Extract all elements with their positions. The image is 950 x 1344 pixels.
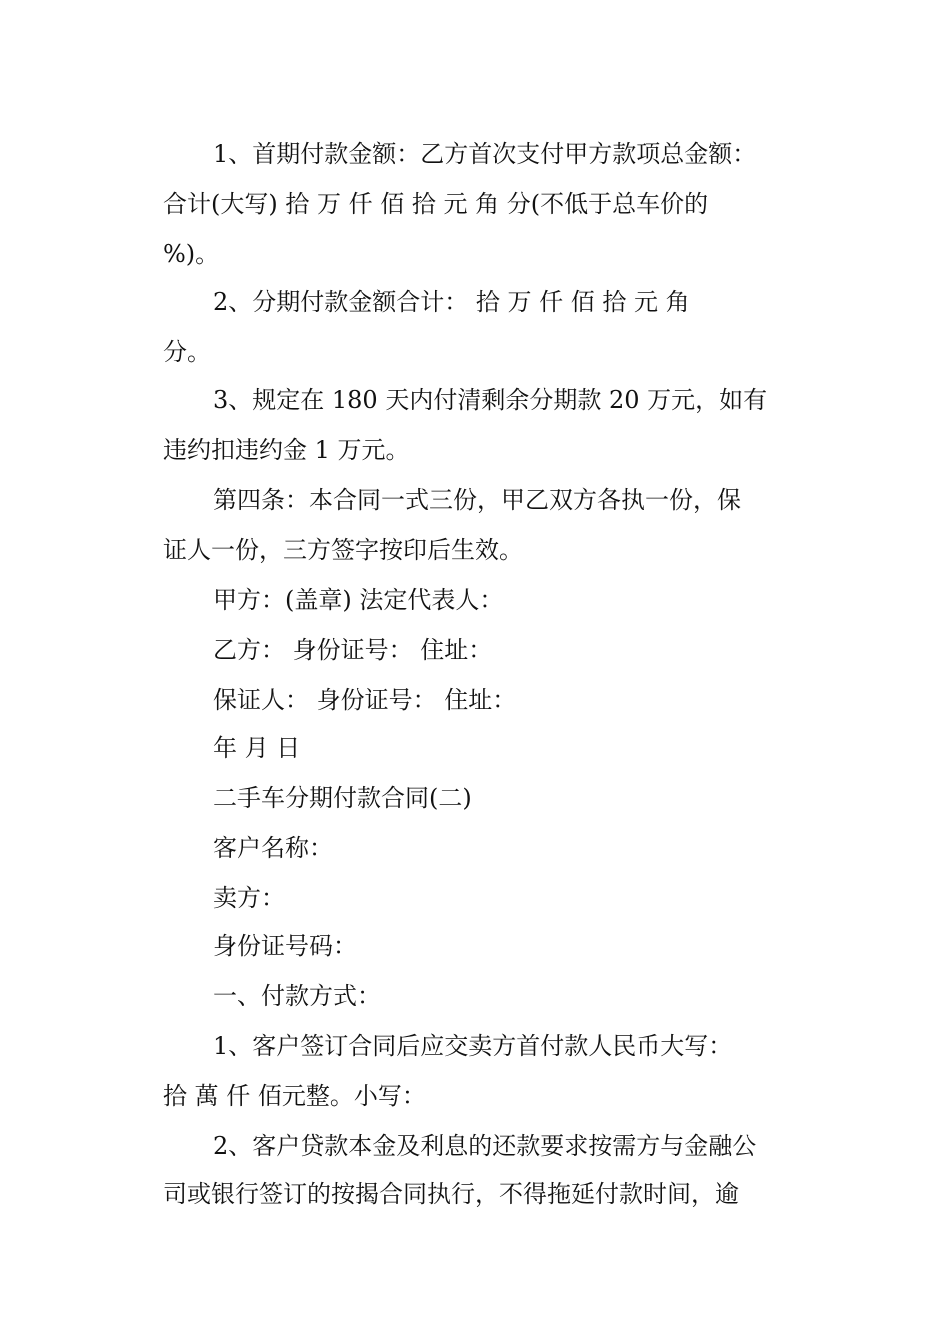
clause-1-line-3: %)。	[163, 240, 220, 268]
date-line: 年 月 日	[213, 734, 301, 762]
section-1-item-1-line-1: 1、客户签订合同后应交卖方首付款人民币大写：	[213, 1032, 733, 1060]
clause-2-line-1: 2、分期付款金额合计： 拾 万 仟 佰 拾 元 角	[213, 288, 690, 316]
clause-1-line-1: 1、首期付款金额：乙方首次支付甲方款项总金额：	[213, 140, 757, 168]
id-number-line: 身份证号码：	[213, 932, 357, 960]
seller-line: 卖方：	[213, 884, 285, 912]
section-1-item-1-line-2: 拾 萬 仟 佰元整。小写：	[163, 1082, 426, 1110]
party-a-signature-line: 甲方：(盖章) 法定代表人：	[213, 586, 504, 614]
clause-3-line-2: 违约扣违约金 1 万元。	[163, 436, 410, 464]
section-1-title: 一、付款方式：	[213, 982, 381, 1010]
section-1-item-2-line-2: 司或银行签订的按揭合同执行，不得拖延付款时间，逾	[163, 1180, 739, 1208]
guarantor-signature-line: 保证人： 身份证号： 住址：	[213, 686, 517, 714]
customer-name-line: 客户名称：	[213, 834, 333, 862]
clause-2-line-2: 分。	[163, 338, 211, 366]
party-b-signature-line: 乙方： 身份证号： 住址：	[213, 636, 493, 664]
clause-1-line-2: 合计(大写) 拾 万 仟 佰 拾 元 角 分(不低于总车价的	[163, 190, 709, 218]
clause-3-line-1: 3、规定在 180 天内付清剩余分期款 20 万元，如有	[213, 386, 768, 414]
article-4-line-1: 第四条：本合同一式三份，甲乙双方各执一份，保	[213, 486, 741, 514]
contract-2-title: 二手车分期付款合同(二)	[213, 784, 472, 812]
article-4-line-2: 证人一份，三方签字按印后生效。	[163, 536, 523, 564]
section-1-item-2-line-1: 2、客户贷款本金及利息的还款要求按需方与金融公	[213, 1132, 757, 1160]
